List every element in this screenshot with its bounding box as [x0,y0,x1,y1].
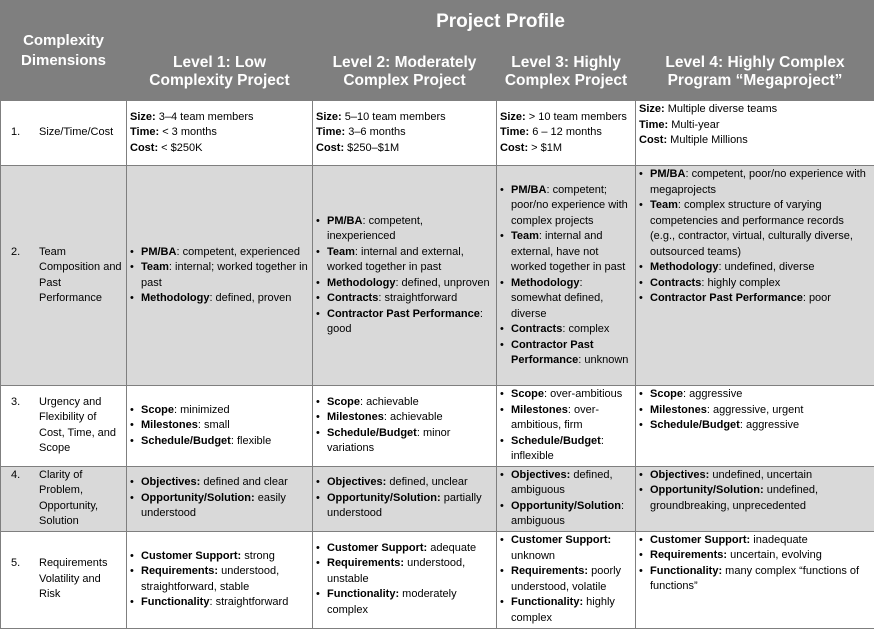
list-item [130,475,309,491]
level-4-cell [636,466,874,531]
list-item [639,564,871,595]
list-item [639,118,871,134]
criterion-value: : achievable [383,411,443,424]
criterion-value: highly complex [511,596,615,624]
criterion-value: undefined, uncertain [709,468,813,481]
level-2-cell [313,386,497,467]
criterion-value: uncertain, evolving [727,549,822,561]
criterion-value: 3–6 months [345,126,406,139]
criterion-value: : straightforward [378,292,458,304]
level-1-cell [127,101,313,166]
list-item [639,260,871,276]
criterion-value: : unknown [578,354,629,366]
list-item [500,403,632,434]
list-item [130,564,309,595]
list-item [639,387,871,403]
dimension-label: Team Composition and Past Performance [39,245,122,304]
list-item [130,110,309,126]
list-item [639,483,871,514]
list-item [639,133,871,149]
criterion-value: defined, ambiguous [511,468,613,496]
level-1-header: Level 1: Low Complexity Project [127,44,313,101]
criterion-key: Methodology [511,276,580,289]
criterion-key: Size: [639,103,665,115]
criteria-list [500,387,632,465]
list-item [500,229,632,276]
criterion-key: Functionality: [650,564,723,577]
list-item [500,595,632,626]
criterion-key: Milestones [141,419,198,431]
level-1-cell [127,166,313,386]
criterion-key: Requirements: [141,565,219,577]
criterion-key: Milestones [511,403,568,416]
level-2-header: Level 2: Moderately Complex Project [313,44,497,101]
criterion-value: : complex [562,323,610,335]
criterion-value: : highly complex [701,276,781,289]
criterion-key: Schedule/Budget [327,426,417,439]
list-item [639,418,871,434]
criterion-value: : competent, poor/no experience with megaprojects [650,168,866,196]
criterion-key: PM/BA [511,183,547,196]
list-item [500,141,632,157]
list-item [316,214,493,245]
criterion-value: : straightforward [209,596,289,608]
criterion-key: Methodology [650,261,719,273]
criterion-key: Scope [650,388,684,400]
list-item [639,403,871,419]
list-item [130,260,309,291]
criterion-key: Team [650,199,678,211]
criterion-value: understood, straightforward, stable [141,565,280,593]
list-item [316,426,493,457]
criterion-key: Requirements: [650,549,728,561]
criteria-list [500,110,632,157]
level-3-cell [497,166,636,386]
list-item [500,434,632,465]
list-item [500,533,632,564]
table-row [1,466,874,531]
criteria-list [500,533,632,626]
table-row [1,166,874,386]
level-3-header: Level 3: Highly Complex Project [497,44,636,101]
list-item [316,587,493,618]
criterion-value: : good [327,307,483,335]
criterion-value: : small [197,419,230,431]
criterion-key: Time: [500,126,530,139]
criterion-key: Objectives: [511,468,571,481]
criterion-value: : minimized [174,403,230,416]
complexity-dimensions-header: Complexity Dimensions [1,1,127,101]
criterion-value: : somewhat defined, diverse [511,276,604,320]
criteria-list [639,167,871,307]
list-item [500,125,632,141]
level-3-cell [497,386,636,467]
level-2-cell [313,101,497,166]
criterion-value: : aggressive [683,388,743,400]
dimension-cell [1,531,127,628]
list-item [316,307,493,338]
level-4-cell [636,101,874,166]
criterion-key: PM/BA [141,245,177,258]
criterion-key: Milestones [327,411,384,424]
criterion-value: undefined, groundbreaking, unprecedented [650,484,819,512]
criterion-key: Methodology [327,276,396,289]
list-item [639,167,871,198]
criteria-list [130,549,309,611]
list-item [639,291,871,307]
criterion-key: Time: [639,118,669,131]
table-row [1,531,874,628]
level-1-cell [127,531,313,628]
list-item [316,395,493,411]
list-item [500,338,632,369]
criteria-list [639,468,871,515]
table-row [1,386,874,467]
criterion-value: 5–10 team members [341,110,446,123]
criterion-value: partially understood [327,491,482,520]
criterion-value: poorly understood, volatile [511,565,622,593]
criterion-key: Functionality [141,596,210,608]
level-3-cell [497,531,636,628]
criterion-value: : inflexible [511,434,604,462]
criterion-value: < 3 months [159,126,217,139]
list-item [500,468,632,499]
list-item [316,245,493,276]
criterion-key: Schedule/Budget [141,434,231,447]
list-item [639,468,871,484]
criterion-value: many complex “functions of functions” [650,564,860,592]
dimension-label: Size/Time/Cost [39,126,114,139]
criterion-value: inadequate [750,533,808,546]
criteria-list [639,533,871,595]
level-2-cell [313,531,497,628]
list-item [316,541,493,557]
criterion-key: Size: [130,110,156,123]
list-item [639,198,871,260]
criteria-list [639,102,871,149]
criterion-value: understood, unstable [327,557,466,585]
criterion-value: : aggressive, urgent [706,403,804,416]
criterion-key: Contractor Past Performance [511,338,594,366]
criterion-key: Contracts [650,276,702,289]
dimension-cell [1,386,127,467]
level-1-cell [127,466,313,531]
criterion-key: Contractor Past Performance [650,292,803,304]
list-item [316,291,493,307]
criteria-list [316,395,493,457]
criterion-key: PM/BA [327,214,363,227]
list-item [130,418,309,434]
criterion-value: : aggressive [739,419,800,431]
criterion-key: Team [327,245,355,258]
criterion-value: strong [241,549,275,562]
criterion-key: Scope [141,403,175,416]
list-item [500,276,632,323]
table-row [1,101,874,166]
criterion-key: Time: [316,126,346,139]
criterion-value: > $1M [528,141,563,154]
list-item [316,491,493,522]
criterion-key: Schedule/Budget [650,419,740,431]
criterion-key: Size: [316,110,342,123]
criteria-list [316,214,493,338]
criterion-key: Contracts [511,323,563,335]
criterion-value: easily understood [141,491,286,520]
list-item [130,595,309,611]
list-item [130,434,309,450]
dimension-number: 3. [11,395,21,408]
criterion-key: Customer Support: [650,533,751,546]
list-item [500,499,632,530]
criterion-value: defined, unclear [386,476,468,489]
project-profile-header: Project Profile [127,1,874,44]
criterion-key: Methodology [141,292,210,304]
criterion-key: Functionality: [511,596,584,608]
criterion-key: Requirements: [327,557,405,570]
criterion-value: : defined, unproven [395,276,490,289]
list-item [130,403,309,419]
criterion-value: : over-ambitious [544,388,623,400]
dimension-number: 2. [11,245,21,258]
criterion-key: Opportunity/Solution: [327,491,441,504]
criterion-key: Customer Support: [511,534,612,546]
dimension-label: Requirements Volatility and Risk [39,557,108,601]
criterion-key: Size: [500,110,526,123]
list-item [500,387,632,403]
criterion-value: adequate [427,541,477,554]
dimension-number: 5. [11,557,21,570]
criterion-value: : competent; poor/no experience with complex projects [511,183,628,227]
criterion-value: : ambiguous [511,499,625,527]
level-1-cell [127,386,313,467]
criterion-value: 3–4 team members [155,110,254,123]
list-item [639,276,871,292]
list-item [316,110,493,126]
criterion-key: Team [511,230,539,242]
criteria-list [500,183,632,369]
dimension-number: 4. [11,468,21,481]
criterion-value: : undefined, diverse [718,261,815,273]
criterion-key: Milestones [650,403,707,416]
criterion-key: PM/BA [650,168,686,180]
list-item [316,556,493,587]
list-item [130,245,309,261]
list-item [316,410,493,426]
criterion-value: Multi-year [668,118,720,131]
criterion-key: Opportunity/Solution: [650,484,764,496]
criterion-key: Time: [130,126,160,139]
criteria-list [130,245,309,307]
criterion-key: Cost: [316,141,345,154]
list-item [500,183,632,230]
criterion-key: Scope [327,395,361,408]
criterion-value: defined and clear [200,476,288,489]
criterion-key: Objectives: [327,476,387,489]
criterion-value: 6 – 12 months [529,126,602,139]
level-3-cell [497,101,636,166]
criterion-value: unknown [511,549,556,562]
criterion-value: $250–$1M [344,141,400,154]
criterion-value: > 10 team members [525,110,627,123]
criterion-value: : poor [802,292,831,304]
criterion-value: : defined, proven [209,292,292,304]
criterion-key: Cost: [639,134,668,146]
level-2-cell [313,466,497,531]
criterion-key: Cost: [130,141,159,154]
criterion-key: Opportunity/Solution: [141,491,255,504]
level-4-cell [636,166,874,386]
list-item [130,125,309,141]
list-item [316,276,493,292]
list-item [639,533,871,549]
criterion-key: Functionality: [327,588,400,601]
criterion-value: : over-ambitious, firm [511,403,600,431]
list-item [316,125,493,141]
list-item [316,141,493,157]
list-item [130,491,309,522]
dimension-cell [1,466,127,531]
criteria-list [130,110,309,157]
list-item [130,141,309,157]
criterion-key: Customer Support: [141,549,242,562]
dimension-number: 1. [11,126,21,139]
criterion-key: Schedule/Budget [511,434,601,447]
criterion-value: : competent, experienced [176,245,300,258]
criterion-value: Multiple Millions [667,134,748,146]
level-4-cell [636,531,874,628]
criteria-list [639,387,871,434]
criterion-key: Contracts [327,292,379,304]
criterion-key: Opportunity/Solution [511,499,621,512]
criterion-value: : internal and external, worked together in past [327,245,464,273]
level-3-cell [497,466,636,531]
level-4-cell [636,386,874,467]
list-item [500,564,632,595]
criterion-value: : competent, inexperienced [327,214,423,242]
criterion-key: Requirements: [511,565,589,577]
criteria-list [130,403,309,450]
criterion-key: Objectives: [650,468,710,481]
criterion-value: Multiple diverse teams [664,103,778,115]
level-4-header: Level 4: Highly Complex Program “Megaproject” [636,44,874,101]
criterion-key: Objectives: [141,476,201,489]
dimension-label: Urgency and Flexibility of Cost, Time, and Scope [39,395,117,455]
criterion-key: Scope [511,388,545,400]
criteria-list [316,541,493,619]
criterion-key: Cost: [500,141,529,154]
list-item [500,110,632,126]
criterion-key: Team [141,261,169,273]
criterion-value: moderately complex [327,588,457,616]
criterion-value: : complex structure of varying competencies and performance records (e.g., contractor, virtual, culturally diverse, outsourced teams) [650,199,853,258]
criteria-list [500,468,632,530]
criteria-list [316,110,493,157]
criterion-value: : internal; worked together in past [141,261,308,289]
criterion-value: : flexible [230,434,272,447]
criteria-list [130,475,309,522]
criterion-value: : internal and external, have not worked together in past [511,230,626,273]
dimension-cell [1,101,127,166]
dimension-label: Clarity of Problem, Opportunity, Solution [39,468,99,527]
list-item [130,291,309,307]
criterion-value: : minor variations [327,426,451,455]
list-item [639,548,871,564]
criterion-key: Contractor Past Performance [327,307,480,320]
criterion-value: < $250K [158,141,203,154]
list-item [130,549,309,565]
list-item [639,102,871,118]
list-item [500,322,632,338]
list-item [316,475,493,491]
criteria-list [316,475,493,522]
level-2-cell [313,166,497,386]
dimension-cell [1,166,127,386]
criterion-key: Customer Support: [327,541,428,554]
criterion-value: : achievable [360,395,419,408]
